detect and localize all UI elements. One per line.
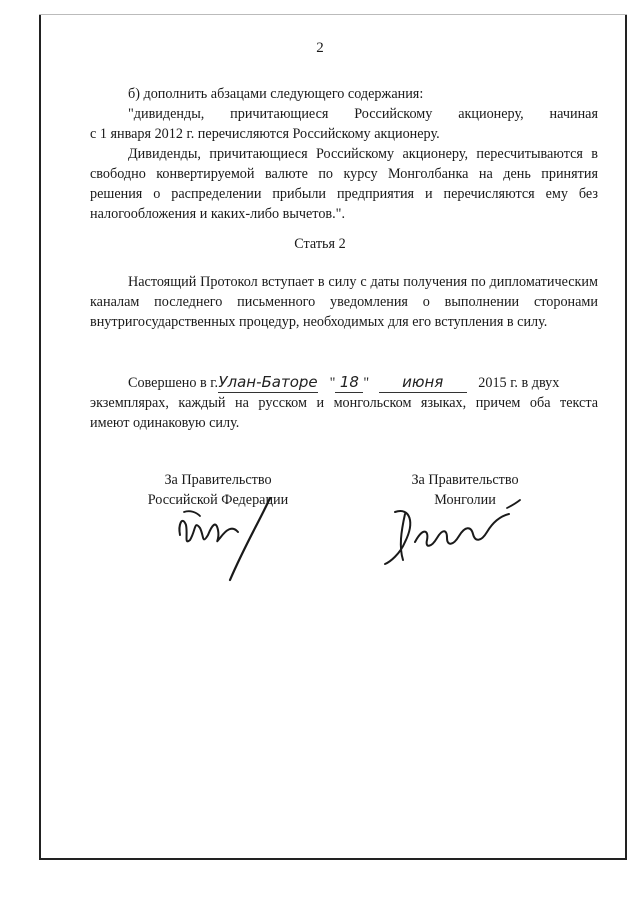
done-month: июня [379,372,467,393]
done-day-close: " [363,375,370,391]
article-text: Настоящий Протокол вступает в силу с даты получения по дипломатическим каналам последнего письменного уведомления о выполнении сторонами внутригосударственных процедур, необходимых для его вступления в силу. [90,274,598,330]
done-block [90,372,598,433]
done-line3: имеют одинаковую силу. [90,415,240,431]
signature-left [150,490,290,590]
signatory-right-line1: За Правительство [411,472,519,488]
signatory-right-line2: Монголии [434,492,496,508]
amendment-p2: Дивиденды, причитающиеся Российскому акционеру, пересчитываются в свободно конвертируемой валюте по курсу Монголбанка на день принятия решения о распределении прибыли предприятия и перечисляются ему без налогообложения и каких-либо вычетов.". [90,146,598,222]
signatory-left-line2: Российской Федерации [147,492,289,508]
amendment-block [90,84,598,224]
amendment-p1-line1: "дивиденды, причитающиеся Российскому акционеру, начиная [128,106,598,122]
done-city: Улан-Баторе [218,373,318,391]
page-number: 2 [316,40,324,56]
done-line2: экземплярах, каждый на русском и монгольском языках, причем оба текста [90,395,598,411]
signature-right [375,492,535,582]
article-block [90,272,598,332]
amendment-p1-line2: с 1 января 2012 г. перечисляются Российскому акционеру. [90,126,440,142]
amendment-intro: б) дополнить абзацами следующего содержания: [128,86,424,102]
page-top-line [39,14,627,15]
done-prefix: Совершено в г. [128,375,219,391]
done-day: 18 [335,372,363,393]
article-heading: Статья 2 [294,236,346,252]
done-year: 2015 г. в двух [478,375,560,391]
done-day-open: " [329,375,336,391]
done-line1 [90,372,598,393]
signatory-left-line1: За Правительство [164,472,272,488]
